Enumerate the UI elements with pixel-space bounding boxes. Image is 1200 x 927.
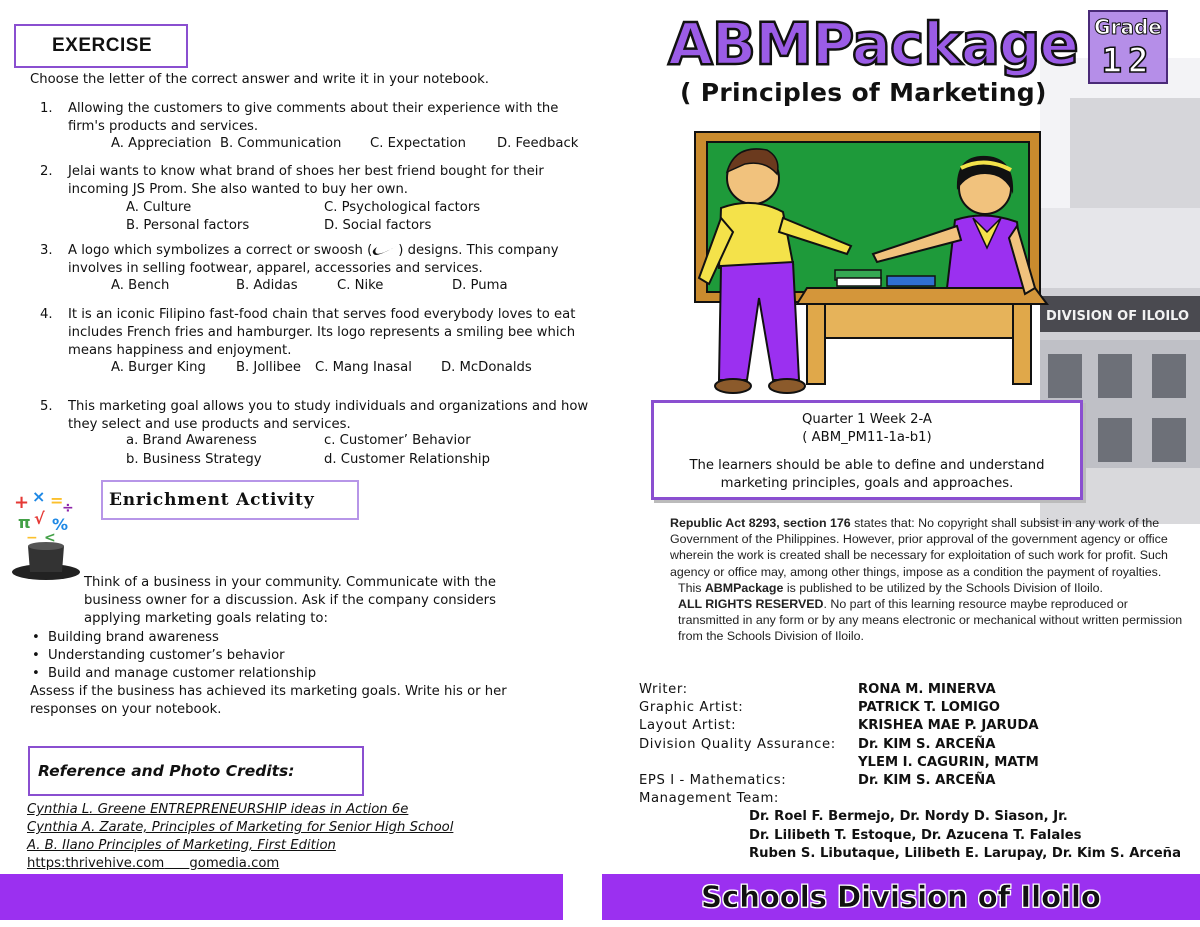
grade-badge [1088, 10, 1168, 84]
publish-post: is published to be utilized by the Schools Division of Iloilo. [783, 580, 1103, 595]
option: b. Business Strategy [126, 452, 262, 467]
option: C. Nike [337, 278, 384, 293]
references-list [27, 801, 453, 873]
option: C. Psychological factors [324, 200, 481, 215]
building-sign: DIVISION OF ILOILO [1046, 309, 1190, 324]
option: a. Brand Awareness [126, 433, 257, 448]
option: D. Feedback [497, 136, 579, 151]
question-text: Allowing the customers to give comments about their experience with the firm's products and services. [68, 101, 559, 134]
option: A. Culture [126, 200, 192, 215]
question-text-end: ) designs. This company involves in selling footwear, apparel, accessories and services. [68, 243, 559, 276]
left-footer-bar [0, 874, 563, 920]
svg-text:=: = [50, 491, 64, 510]
option: B. Jollibee [236, 360, 301, 375]
question-5 [30, 398, 590, 434]
credit-name: RONA M. MINERVA [858, 682, 996, 697]
credit-name: KRISHEA MAE P. JARUDA [858, 718, 1039, 734]
enrichment-body [30, 574, 530, 720]
question-text-start: A logo which symbolizes a correct or swoosh ( [68, 243, 373, 258]
option: D. McDonalds [441, 360, 532, 375]
publish-pre: This [678, 580, 705, 595]
reference-link[interactable]: gomedia.com [189, 856, 280, 871]
quarter-objective-box [651, 400, 1083, 500]
credit-role: Division Quality Assurance: [639, 736, 836, 752]
rights-text: . No part of this learning resource maybe reproduced or transmitted in any form or by any means electronic or mechanical without written permission from the Schools Division of Iloilo. [678, 597, 1183, 644]
option: A. Bench [111, 278, 170, 293]
law-text: states that: No copyright shall subsist in any work of the Government of the Philippines. However, prior approval of the government agency or office wherein the work is created shall be necessary for exploitation of such work for profit. Such agency or office may, among other things, impose as a condition the payment of royalties. [670, 516, 1168, 579]
option: B. Communication [220, 136, 342, 151]
magic-hat-icon [4, 488, 84, 584]
management-names: Dr. Lilibeth T. Estoque, Dr. Azucena T. Falales [749, 827, 1082, 843]
svg-text:÷: ÷ [62, 500, 74, 516]
option: c. Customer’ Behavior [324, 433, 471, 448]
question-number: 4. [40, 307, 53, 322]
option: C. Mang Inasal [315, 360, 412, 375]
reference-item: Cynthia A. Zarate, Principles of Marketing for Senior High School [27, 820, 454, 835]
reference-urls [27, 855, 453, 873]
swoosh-icon [372, 244, 398, 256]
grade-number: 12 [1101, 41, 1155, 81]
credit-name: YLEM I. CAGURIN, MATM [858, 754, 1039, 770]
list-item: • Build and manage customer relationship [30, 665, 530, 683]
grade-label: Grade [1094, 15, 1162, 39]
option: D. Puma [452, 278, 508, 293]
option: B. Adidas [236, 278, 298, 293]
svg-text:π: π [18, 513, 31, 532]
list-item: • Understanding customer’s behavior [30, 647, 530, 665]
svg-text:−: − [26, 530, 38, 546]
svg-text:√: √ [34, 509, 45, 528]
learning-objective: The learners should be able to define and understand marketing principles, goals and approaches. [689, 458, 1045, 491]
exercise-instruction: Choose the letter of the correct answer and write it in your notebook. [30, 72, 489, 87]
competency-code: ( ABM_PM11-1a-b1) [802, 430, 932, 445]
question-number: 5. [40, 399, 53, 414]
option: A. Burger King [111, 360, 206, 375]
enrichment-list [30, 629, 530, 684]
option: C. Expectation [370, 136, 466, 151]
question-1 [30, 100, 590, 136]
enrichment-closing: Assess if the business has achieved its marketing goals. Write his or her responses on your notebook. [30, 684, 507, 718]
exercise-heading: EXERCISE [14, 24, 188, 68]
credit-name: PATRICK T. LOMIGO [858, 700, 1000, 716]
svg-text:+: + [14, 492, 30, 513]
svg-text:×: × [32, 488, 46, 506]
svg-text:%: % [52, 515, 69, 534]
question-text: It is an iconic Filipino fast-food chain that serves food everybody loves to eat includes French fries and hamburger. Its logo represents a smiling bee which means happiness and enjoyment. [68, 307, 576, 358]
question-number: 2. [40, 164, 53, 179]
copyright-notice [638, 515, 1183, 645]
classroom-illustration [675, 128, 1050, 398]
reference-item: A. B. Ilano Principles of Marketing, First Edition [27, 838, 336, 853]
credit-role: Writer: [639, 682, 688, 697]
list-item: • Building brand awareness [30, 629, 530, 647]
credit-name: Dr. KIM S. ARCEÑA [858, 736, 996, 752]
option: A. Appreciation [111, 136, 212, 151]
question-text: This marketing goal allows you to study individuals and organizations and how they select and use products and services. [68, 399, 589, 432]
law-reference: Republic Act 8293, section 176 [670, 516, 851, 530]
question-2 [30, 163, 590, 199]
footer-title: Schools Division of Iloilo [701, 880, 1101, 914]
question-number: 3. [40, 243, 53, 258]
question-3 [30, 242, 590, 278]
credit-role: Layout Artist: [639, 718, 737, 734]
reference-item: Cynthia L. Greene ENTREPRENEURSHIP ideas in Action 6e [27, 802, 409, 817]
management-names: Dr. Roel F. Bermejo, Dr. Nordy D. Siason, Jr. [749, 809, 1068, 825]
reference-link[interactable]: https:thrivehive.com [27, 856, 165, 871]
question-text: Jelai wants to know what brand of shoes her best friend bought for their incoming JS Prom. She also wanted to buy her own. [68, 164, 544, 197]
quarter-week: Quarter 1 Week 2-A [802, 412, 932, 427]
question-number: 1. [40, 101, 53, 116]
credit-name: Dr. KIM S. ARCEÑA [858, 772, 996, 788]
option: d. Customer Relationship [324, 452, 490, 467]
rights-reserved: ALL RIGHTS RESERVED [678, 597, 824, 612]
svg-text:<: < [44, 530, 56, 546]
question-4 [30, 306, 590, 360]
package-title: ABMPackage [668, 10, 1078, 78]
management-names: Ruben S. Libutaque, Lilibeth E. Larupay, Dr. Kim S. Arceña [749, 845, 1181, 861]
enrichment-intro: Think of a business in your community. Communicate with the business owner for a discussion. Ask if the company considers applying marketing goals relating to: [84, 575, 497, 627]
enrichment-heading: Enrichment Activity [101, 480, 359, 520]
question-text [68, 242, 590, 278]
option: B. Personal factors [126, 218, 250, 233]
references-heading: Reference and Photo Credits: [28, 746, 364, 796]
option: D. Social factors [324, 218, 432, 233]
credit-role: Management Team: [639, 791, 779, 807]
credit-role: Graphic Artist: [639, 700, 744, 716]
publish-title: ABMPackage [704, 580, 784, 595]
package-subtitle: ( Principles of Marketing) [680, 78, 1047, 107]
credit-role: EPS I - Mathematics: [639, 772, 787, 788]
